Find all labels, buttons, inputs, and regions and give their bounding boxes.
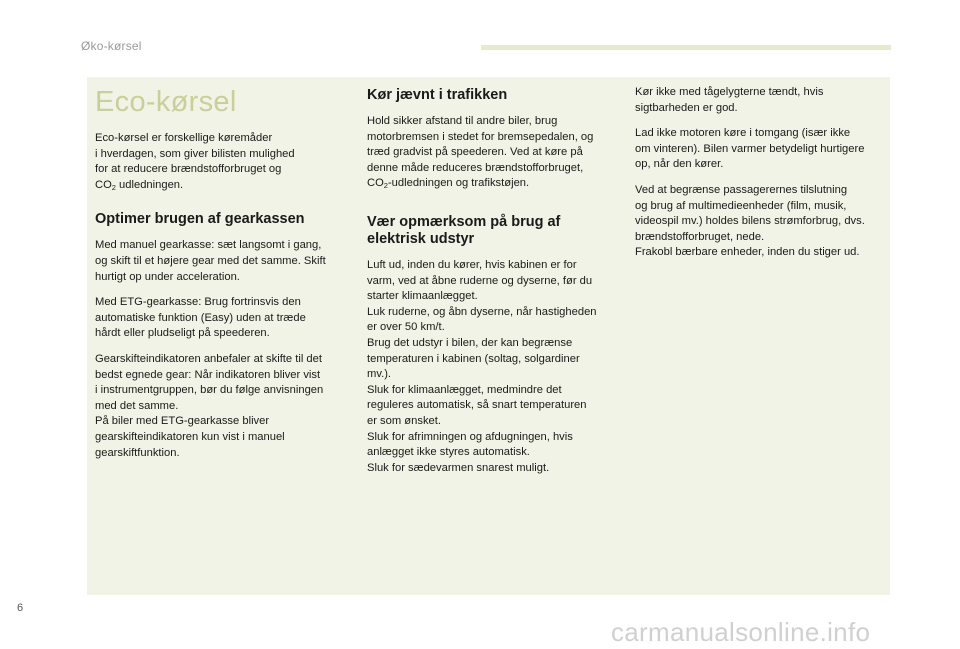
intro-text: Eco-kørsel er forskellige køremåder i hverdagen, som giver bilisten mulighed for at reducere brændstofforbruget og CO <box>95 132 295 191</box>
traffic-heading: Kør jævnt i trafikken <box>367 87 508 103</box>
traffic-subscript: 2 <box>383 181 388 191</box>
intro-text-end: udledningen. <box>115 178 184 191</box>
traffic-text-end: -udledningen og trafikstøjen. <box>387 177 530 190</box>
watermark: carmanualsonline.info <box>611 617 871 647</box>
gearbox-heading: Optimer brugen af gearkassen <box>95 211 305 228</box>
intro-paragraph <box>95 131 351 195</box>
traffic-paragraph <box>367 114 627 194</box>
traffic-text: Hold sikker afstand til andre biler, brug motorbremsen i stedet for bremsepedalen, og træd gradvist på speederen. Ved at køre på denne måde reduceres brændstofforbruget, CO <box>367 115 594 190</box>
column-middle <box>367 87 627 486</box>
header-accent-bar <box>481 45 891 50</box>
page-title: Eco-kørsel <box>95 86 237 118</box>
etg-gearbox-paragraph: Med ETG-gearkasse: Brug fortrinsvis den automatiske funktion (Easy) uden at træde hårdt eller pludseligt på speederen. <box>95 296 306 340</box>
idling-paragraph: Lad ikke motoren køre i tomgang (især ikke om vinteren). Bilen varmer betydeligt hurtigere op, når den kører. <box>635 127 865 171</box>
multimedia-paragraph: Ved at begrænse passagerernes tilslutning og brug af multimedieenheder (film, musik, videospil mv.) holdes bilens strømforbrug, dvs. brændstofforbruget, nede. Frakobl bærbare enheder, inden du stiger ud. <box>635 183 865 259</box>
manual-gearbox-paragraph: Med manuel gearkasse: sæt langsomt i gang, og skift til et højere gear med det samme. Skift hurtigt op under acceleration. <box>95 239 326 283</box>
content-panel <box>87 77 890 595</box>
section-header: Øko-kørsel <box>81 39 142 53</box>
column-left <box>95 85 351 471</box>
fog-lights-paragraph: Kør ikke med tågelygterne tændt, hvis sigtbarheden er god. <box>635 86 824 114</box>
electrical-heading: Vær opmærksom på brug af elektrisk udstyr <box>367 213 561 247</box>
gear-indicator-paragraph: Gearskifteindikatoren anbefaler at skifte til det bedst egnede gear: Når indikatoren bliver vist i instrumentgruppen, bør du følge anvisningen med det samme. På biler med ETG-gearkasse bliver gearskifteindikatoren kun vist i manuel gearskiftfunktion. <box>95 352 324 459</box>
intro-subscript: 2 <box>111 182 116 192</box>
page-number: 6 <box>17 602 24 614</box>
column-right <box>635 85 885 271</box>
electrical-paragraph: Luft ud, inden du kører, hvis kabinen er for varm, ved at åbne ruderne og dyserne, før du starter klimaanlægget. Luk ruderne, og åbn dyserne, når hastigheden er over 50 km/t. Brug det udstyr i bilen, der kan begrænse temperaturen i kabinen (soltag, solgardiner mv.). Sluk for klimaanlægget, medmindre det reguleres automatisk, så snart temperaturen er som ønsket. Sluk for afrimningen og afdugningen, hvis anlægget ikke styres automatisk. Sluk for sædevarmen snarest muligt. <box>367 258 597 474</box>
